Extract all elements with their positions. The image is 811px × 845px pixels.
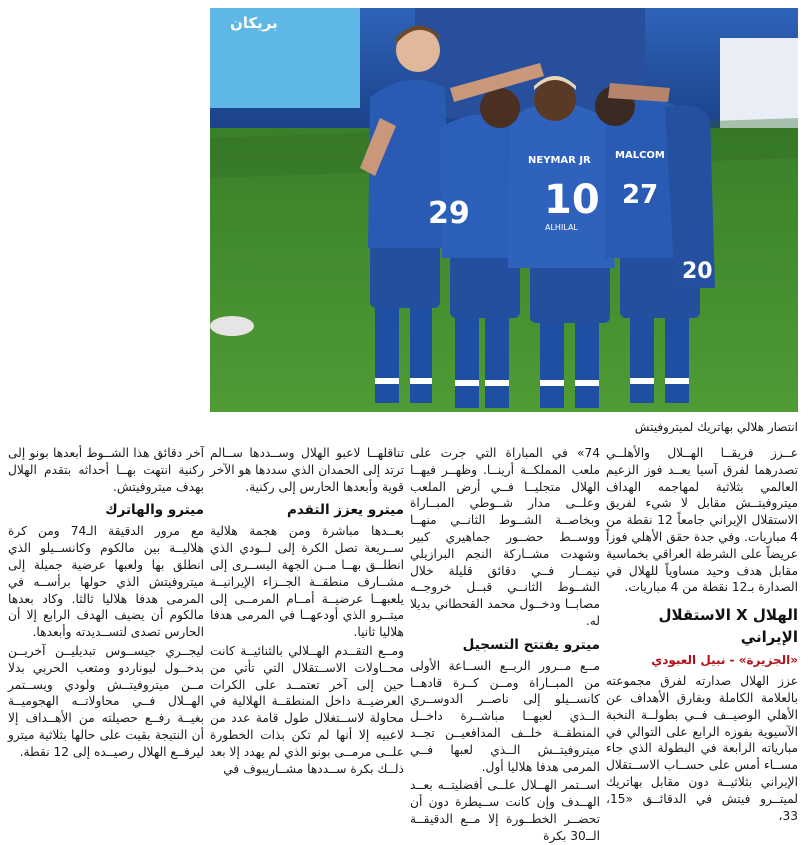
jersey-number-27: 27	[622, 180, 659, 210]
ball-icon	[210, 316, 254, 336]
body-paragraph: ليجــري جيســوس تبديليــن آخريــن بدخــول ليوناردو ومتعب الحربي بدلا مــن ميتروفيتــش ولودي ويســتمر الهــلال فــي محاولاتــه الهجوميــة بغيــة رفــع حصيلته من الأهــداف إلا أن النتيجة بقيت على حالها بثلاثية ميترو ليرفــع الهلال رصيــده إلى 12 نقطة.	[8, 643, 204, 759]
ad-board-text: بريكان	[230, 14, 278, 32]
article-column-3	[210, 445, 404, 825]
match-headline: الهلال X الاستقلال الإيراني	[658, 606, 798, 647]
match-photo	[210, 8, 798, 412]
article-column-1	[606, 445, 798, 825]
jersey-number-10: 10	[544, 177, 600, 223]
jersey-sponsor: ALHILAL	[545, 223, 578, 232]
jersey-number-20: 20	[682, 259, 713, 284]
players-celebration-image	[210, 8, 798, 412]
body-paragraph: مــع مــرور الربــع الســاعة الأولى من المبــاراة ومــن كــرة قادهــا كانســيلو إلى ناصــر الدوســري الــذي لعبهــا مباشــرة داخــل المنطقــة خلــف المدافعيــن تجــد ميتروفيتــش الــذي لعبها فــي المرمى هدفا هلاليا أول.	[410, 658, 600, 774]
byline: «الجزيرة» - نبيل العبودي	[651, 653, 798, 668]
body-paragraph: ومــع التقــدم الهــلالي بالثنائيــة كانت محــاولات الاســتقلال التي تأتي من حين إلى آخر تعتمــد على الكرات العرضيــة داخل المنطقــة الهلالية في محاولة لاســتغلال طول قامة عدد من لاعبيه إلا أنها لم تكن بذات الخطورة علــى مرمــى بونو الذي لم يهدد إلا بعد ذلــك بكرة ســددها مشــاريبوف في	[210, 643, 404, 776]
jersey-name-malcom: MALCOM	[615, 150, 665, 161]
jersey-number-29: 29	[428, 196, 470, 231]
photo-caption: انتصار هلالي بهاتريك لميتروفيتش	[634, 420, 798, 434]
body-paragraph: 74» في المباراة التي جرت على ملعب المملكــة أرينــا. وظهــر فيهــا الهلال متجليــا فــي أرض الملعب وعلــى مدار شــوطي المبــاراة وبخاصــة الشــوط الثانــي منهــا ووســط حضــور جماهيري كبير وشهدت مشــاركة النجم البرازيلي نيمــار فــي دقائق قليلة خلال الشــوط الثانــي قبــل خروجــه مصابــا ودخــول محمد القحطاني بديلا له.	[410, 446, 600, 628]
body-paragraph: مع مرور الدقيقة الـ74 ومن كرة هلاليــة بين مالكوم وكانســيلو الذي انطلق بها ولعبها عرضية جميلة إلى ميتروفيتش الذي حولها برأســه في المرمى هدفا هلاليا ثالثا. وكاد بعدها مالكوم أن يضيف الهدف الرابع إلا أن الحارس تصدى لتســديدته وأبعدها.	[8, 524, 204, 640]
article-column-2	[410, 445, 600, 843]
section-headline: ميترو يعزز التقدم	[286, 502, 404, 519]
section-headline: ميترو يفتتح التسجيل	[462, 636, 600, 653]
body-paragraph: اســتمر الهــلال علــى أفضليتــه بعــد الهــدف وإن كانت ســيطرة دون أن تحضــر الخطــورة إلا مــع الدقيقــة الــ30 بكرة	[410, 778, 600, 843]
body-paragraph: عزز الهلال صدارته لفرق مجموعته بالعلامة الكاملة وبفارق الأهداف عن الأهلي الوصيــف فــي بطولــة النخبة الآسيوية بفوزه الرابع على التوالي في مبارياته الرابعة في البطولة الذي جاء مســاء أمس على حســاب الاســتقلال الإيراني بثلاثيــة دون مقابل بهاتريك لميتــرو فيتش في الدقائــق «15، 33،	[606, 674, 798, 823]
intro-paragraph: عــزز فريقــا الهــلال والأهلــي تصدرهما لفرق آسيا بعــد فوز الزعيم العالمي بثلاثية لمهاجمه الهداف ميتروفيتــش مقابل لا شيء لفريق الاستقلال الإيراني جامعاً 12 نقطة من 4 مباريات. وفي جدة حقق الأهلي فوزاً عريضاً على الشرطة العراقي بخماسية مقابل هدف وحيد مساوياً للهلال في الصدارة بـ12 نقطة من 4 مباريات.	[606, 446, 798, 595]
body-paragraph: تناقلهــا لاعبو الهلال وســددها ســالم ترتد إلى الحمدان الذي سددها هو الآخر قوية وأبعدها الحارس إلى ركنية.	[210, 446, 404, 494]
jersey-name-neymar: NEYMAR JR	[528, 155, 591, 166]
body-paragraph: بعــدها مباشرة ومن هجمة هلالية ســريعة تصل الكرة إلى لــودي الذي انطلــق بهــا مــن الجهة اليســرى إلى مشــارف منطقــة الجــزاء الإيرانيــة يلعبهــا عرضيــة أمــام المرمــى إلى ميتــرو الذي أودعهــا في المرمى هدفا هلاليا ثانيا.	[210, 524, 404, 640]
article-column-4	[8, 445, 204, 825]
body-paragraph: آخر دقائق هذا الشــوط أبعدها بونو إلى ركنية انتهت بهــا أحداثه بتقدم الهلال بهدف ميتروفيتش.	[8, 446, 204, 494]
section-headline: ميترو والهاترك	[105, 502, 204, 519]
